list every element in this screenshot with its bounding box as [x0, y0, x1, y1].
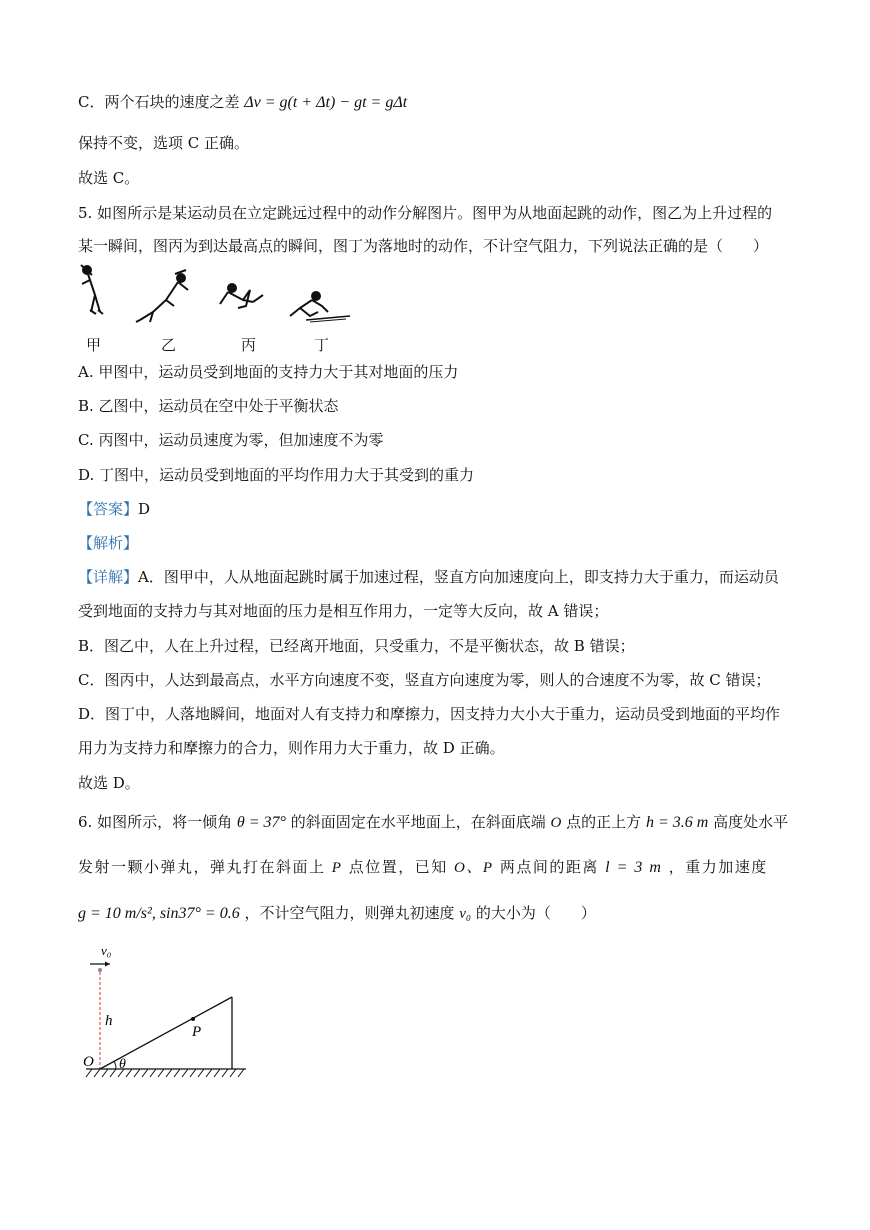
- figure-label-yi: 乙: [161, 336, 177, 354]
- figure-label-jia: 甲: [86, 336, 102, 354]
- q6-stem-line2: [78, 857, 768, 878]
- q6-height-value: h = 3.6 m: [645, 814, 709, 831]
- q5-stem-line2: 某一瞬间，图丙为到达最高点的瞬间，图丁为落地时的动作，不计空气阻力，下列说法正确的是（ ）: [78, 237, 769, 255]
- detail-d-line2: 用力为支持力和摩擦力的合力，则作用力大于重力，故 D 正确。: [78, 739, 505, 757]
- q6-text-7: 两点间的距离: [499, 858, 599, 876]
- q6-text-8: ，重力加速度: [668, 858, 768, 876]
- figure-label-ding: 丁: [314, 336, 330, 354]
- velocity-difference-formula: Δv = g(t + Δt) − gt = gΔt: [244, 94, 408, 111]
- q6-stem-line1: [78, 812, 788, 833]
- answer-tag: 【答案】: [78, 500, 139, 518]
- ground-hatching: [86, 1069, 244, 1077]
- q6-given-values: g = 10 m/s², sin37° = 0.6: [78, 905, 240, 922]
- detail-a-line1-text: A．图甲中，人从地面起跳时属于加速过程，竖直方向加速度向上，即支持力大于重力，而运动员: [138, 568, 779, 586]
- q6-theta-value: θ = 37°: [236, 814, 286, 831]
- analysis-tag: 【解析】: [78, 534, 139, 552]
- detail-a-line1: [78, 567, 779, 587]
- figure-bing: [220, 284, 263, 308]
- choose-c-text: 故选 C。: [78, 169, 140, 187]
- v0-label: v₀: [101, 943, 112, 958]
- choose-d-text: 故选 D。: [78, 774, 140, 792]
- detail-b: B．图乙中，人在上升过程，已经离开地面，只受重力，不是平衡状态，故 B 错误；: [78, 637, 635, 655]
- q5-option-d: D. 丁图中，运动员受到地面的平均作用力大于其受到的重力: [78, 466, 475, 484]
- q6-text-6: 点位置，已知: [348, 858, 448, 876]
- q6-text-1: 6. 如图所示，将一倾角: [78, 813, 233, 831]
- detail-d-line1: D．图丁中，人落地瞬间，地面对人有支持力和摩擦力，因支持力大小大于重力，运动员受到地面的平均作: [78, 705, 781, 723]
- point-p: [191, 1017, 195, 1021]
- detail-tag: 【详解】: [78, 568, 139, 586]
- q6-distance-value: l = 3 m: [605, 859, 663, 876]
- answer-value: D: [138, 500, 151, 518]
- o-label: O: [83, 1054, 94, 1070]
- figure-yi: [136, 270, 188, 322]
- q6-text-3: 点的正上方: [566, 813, 642, 831]
- option-c-prev-text: C．两个石块的速度之差: [78, 93, 240, 111]
- h-label: h: [105, 1013, 113, 1029]
- q6-v0: v₀: [459, 906, 472, 922]
- q5-option-a: A. 甲图中，运动员受到地面的支持力大于其对地面的压力: [78, 363, 459, 381]
- theta-arc: [114, 1061, 116, 1069]
- figure-jia: [81, 265, 103, 314]
- q6-text-5: 发射一颗小弹丸，弹丸打在斜面上: [78, 858, 326, 876]
- theta-label: θ: [119, 1057, 126, 1072]
- incline-diagram: [78, 935, 258, 1085]
- q6-text-4: 高度处水平: [713, 813, 789, 831]
- detail-a-line2: 受到地面的支持力与其对地面的压力是相互作用力，一定等大反向，故 A 错误；: [78, 602, 609, 620]
- q6-text-2: 的斜面固定在水平地面上，在斜面底端: [290, 813, 546, 831]
- figure-label-bing: 丙: [241, 336, 257, 354]
- option-c-prev: [78, 92, 407, 113]
- q6-text-9: ，不计空气阻力，则弹丸初速度: [244, 904, 455, 922]
- p-label: P: [192, 1024, 202, 1040]
- q6-text-10: 的大小为（ ）: [475, 904, 596, 922]
- q6-point-p: P: [331, 860, 343, 876]
- q6-point-o: O: [550, 815, 562, 831]
- answer-line: [78, 499, 150, 519]
- q5-option-c: C. 丙图中，运动员速度为零，但加速度不为零: [78, 431, 384, 449]
- q6-points-op: O、P: [454, 860, 494, 876]
- q6-stem-line3: [78, 903, 596, 924]
- figure-ding: [290, 292, 350, 322]
- projectile-dot: [98, 968, 102, 972]
- q5-stem-line1: 5. 如图所示是某运动员在立定跳远过程中的动作分解图片。图甲为从地面起跳的动作，图乙为上升过程的: [78, 204, 773, 222]
- long-jump-figures: [78, 262, 368, 332]
- q5-option-b: B. 乙图中，运动员在空中处于平衡状态: [78, 397, 339, 415]
- detail-c: C．图丙中，人达到最高点，水平方向速度不变，竖直方向速度为零，则人的合速度不为零，故 C 错误；: [78, 671, 771, 689]
- keep-constant-text: 保持不变，选项 C 正确。: [78, 134, 250, 152]
